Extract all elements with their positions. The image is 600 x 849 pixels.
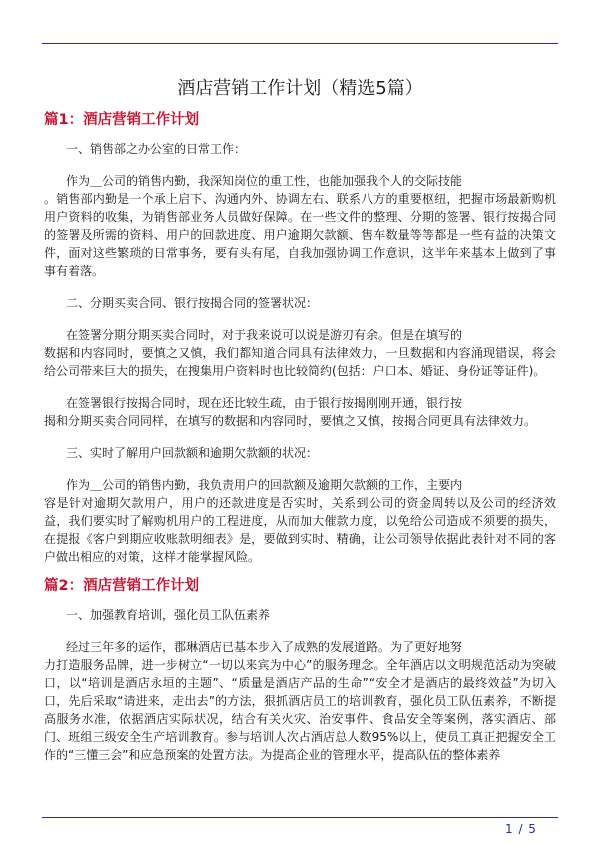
paragraph-body: 。销售部内勤是一个承上启下、沟通内外、协调左右、联系八方的重要枢纽，把握市场最新购机用户资料的收集，为销售部业务人员做好保障。在一些文件的整理、分期的签署、银行按揭合同的签署及所需的资料、用户的回款进度、用户逾期欠款额、售车数量等等都是一些有益的决策文件，面对这些繁琐的日常事务，要有头有尾，自我加强协调工作意识，这半年来基本上做到了事事有着落。	[44, 192, 556, 278]
paragraph-first-line: 作为＿公司的销售内勤，我负责用户的回款额及逾期欠款额的工作，主要内	[66, 478, 463, 492]
paragraph-first-line: 在签署分期分期买卖合同时，对于我来说可以说是游刃有余。但是在填写的	[66, 328, 463, 342]
subheading: 二、分期买卖合同、银行按揭合同的签署状况：	[66, 296, 319, 310]
subheading: 三、实时了解用户回款额和逾期欠款额的状况：	[66, 446, 319, 460]
footer-rule	[42, 817, 558, 818]
paragraph-body: 力打造服务品牌，进一步树立“一切以来宾为中心”的服务理念。全年酒店以文明规范活动为突破口，以“培训是酒店永垣的主题”、“质量是酒店产品的生命”“安全才是酒店的最终效益”为切入口，先后采取“请进来，走出去”的方法，狠抓酒店员工的培训教育，强化员工队伍素养，不断提高服务水准，依据酒店实际状况，结合有关火灾、治安事件、食品安全等案例，落实酒店、部门、班组三级安全生产培训教育。参与培训人次占酒店总人数95%以上，使员工真正把握安全工作的“三懂三会”和应急预案的处置方法。为提高企业的管理水平，提高队伍的整体素养	[44, 658, 556, 762]
paragraph	[44, 476, 556, 566]
subheading: 一、加强教育培训，强化员工队伍素养	[66, 608, 271, 622]
section-title: 篇1：酒店营销工作计划	[44, 112, 200, 128]
paragraph	[44, 394, 556, 430]
paragraph-first-line: 作为＿公司的销售内勤，我深知岗位的重工性，也能加强我个人的交际技能	[66, 174, 463, 188]
paragraph-body: 容是针对逾期欠款用户，用户的还款进度是否实时，关系到公司的资金周转以及公司的经济效益，我们要实时了解购机用户的工程进度，从而加大催款力度，以免给公司造成不须要的损失，在提报《客户到期应收账款明细表》是，要做到实时、精确，让公司领导依据此表针对不同的客户做出相应的对策，这样才能掌握风险。	[44, 496, 556, 564]
document-title: 酒店营销工作计划（精选5篇）	[177, 78, 423, 99]
header-rule	[42, 43, 558, 44]
paragraph-first-line: 在签署银行按揭合同时，现在还比较生疏，由于银行按揭刚刚开通，银行按	[66, 396, 463, 410]
paragraph	[44, 172, 556, 280]
paragraph	[44, 326, 556, 380]
paragraph	[44, 638, 556, 764]
paragraph-first-line: 经过三年多的运作，郡琳酒店已基本步入了成熟的发展道路。为了更好地努	[66, 640, 463, 654]
page-number: 1 / 5	[505, 822, 537, 836]
paragraph-body: 揭和分期买卖合同同样，在填写的数据和内容同时，要慎之又慎，按揭合同更具有法律效力。	[44, 414, 537, 428]
paragraph-body: 数据和内容同时，要慎之又慎，我们都知道合同具有法律效力，一旦数据和内容涌现错误，将会给公司带来巨大的损失，在搜集用户资料时也比较简约(包括：户口本、婚证、身份证等证件)。	[44, 346, 556, 378]
subheading: 一、销售部之办公室的日常工作：	[66, 142, 247, 156]
document-body	[44, 60, 556, 764]
section-title: 篇2：酒店营销工作计划	[44, 578, 200, 594]
